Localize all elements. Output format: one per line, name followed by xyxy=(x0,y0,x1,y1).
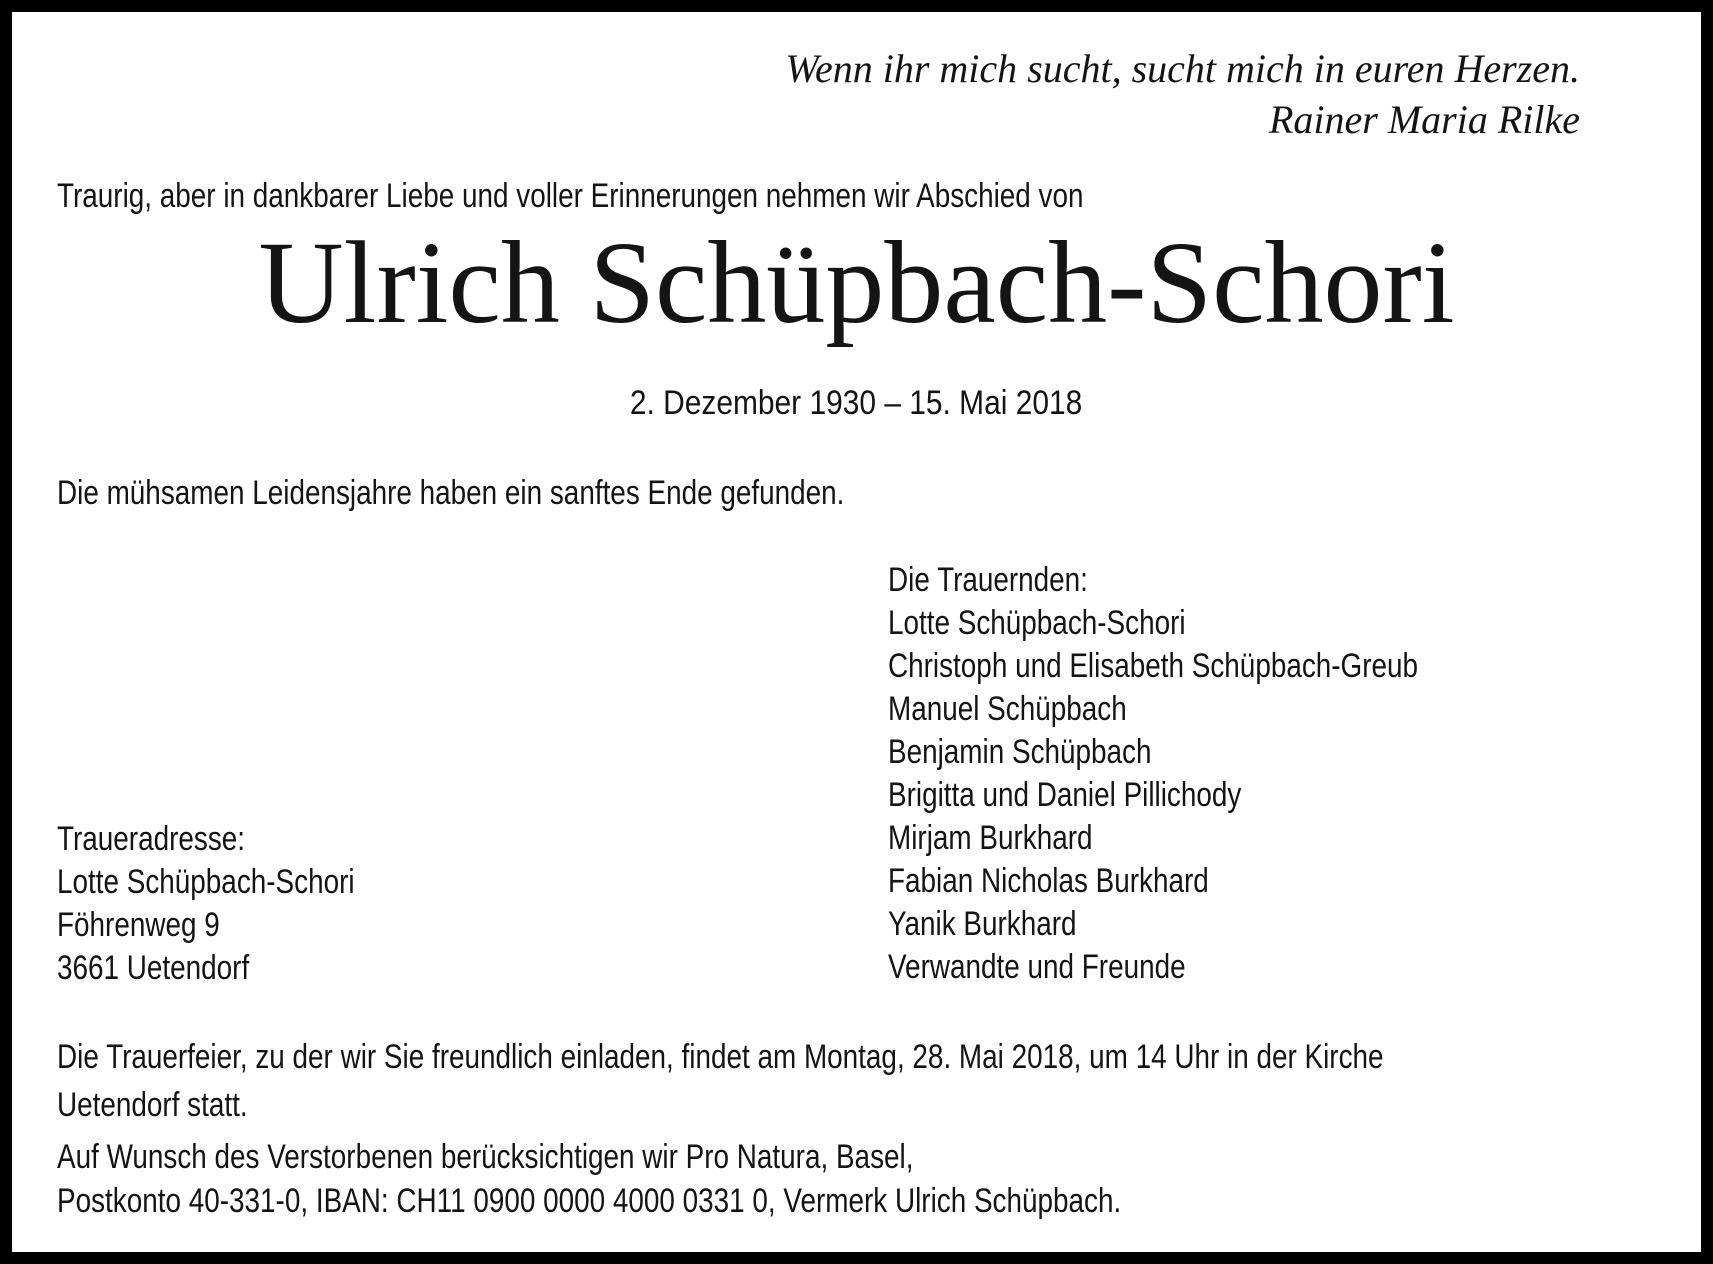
mourner-name: Verwandte und Freunde xyxy=(888,948,1186,986)
intro-text: Traurig, aber in dankbarer Liebe und voller Erinnerungen nehmen wir Abschied von xyxy=(57,177,1084,215)
service-line: Uetendorf statt. xyxy=(57,1086,248,1124)
mourner-name: Benjamin Schüpbach xyxy=(888,733,1152,771)
life-dates: 2. Dezember 1930 – 15. Mai 2018 xyxy=(630,384,1083,422)
mourner-name: Christoph und Elisabeth Schüpbach-Greub xyxy=(888,647,1419,685)
service-info xyxy=(57,1033,1384,1129)
mourner-name: Fabian Nicholas Burkhard xyxy=(888,862,1209,900)
mourners-heading: Die Trauernden: xyxy=(888,561,1088,599)
donation-info xyxy=(57,1135,1121,1223)
memorial-quote xyxy=(785,43,1580,145)
address-line: 3661 Uetendorf xyxy=(57,949,250,987)
address-block xyxy=(57,818,355,990)
quote-attribution: Rainer Maria Rilke xyxy=(1268,97,1580,142)
quote-text: Wenn ihr mich sucht, sucht mich in euren Herzen. xyxy=(785,46,1580,91)
mourner-names xyxy=(888,602,1418,989)
service-line: Die Trauerfeier, zu der wir Sie freundlich einladen, findet am Montag, 28. Mai 2018, um 14 Uhr in der Kirche xyxy=(57,1038,1384,1076)
mourner-name: Lotte Schüpbach-Schori xyxy=(888,604,1186,642)
mourner-name: Mirjam Burkhard xyxy=(888,819,1093,857)
deceased-name: Ulrich Schüpbach-Schori xyxy=(258,217,1455,348)
mourner-name: Yanik Burkhard xyxy=(888,905,1077,943)
mourner-name: Brigitta und Daniel Pillichody xyxy=(888,776,1242,814)
address-lines xyxy=(57,861,355,990)
address-line: Lotte Schüpbach-Schori xyxy=(57,863,355,901)
address-heading: Traueradresse: xyxy=(57,820,246,858)
donation-line: Auf Wunsch des Verstorbenen berücksichtigen wir Pro Natura, Basel, xyxy=(57,1138,914,1176)
mourner-name: Manuel Schüpbach xyxy=(888,690,1127,728)
farewell-message: Die mühsamen Leidensjahre haben ein sanftes Ende gefunden. xyxy=(57,474,845,512)
donation-line: Postkonto 40-331-0, IBAN: CH11 0900 0000 4000 0331 0, Vermerk Ulrich Schüpbach. xyxy=(57,1182,1122,1220)
deceased-name-row xyxy=(12,212,1701,354)
mourners-list xyxy=(888,559,1418,989)
address-line: Föhrenweg 9 xyxy=(57,906,220,944)
life-dates-row xyxy=(12,382,1701,425)
